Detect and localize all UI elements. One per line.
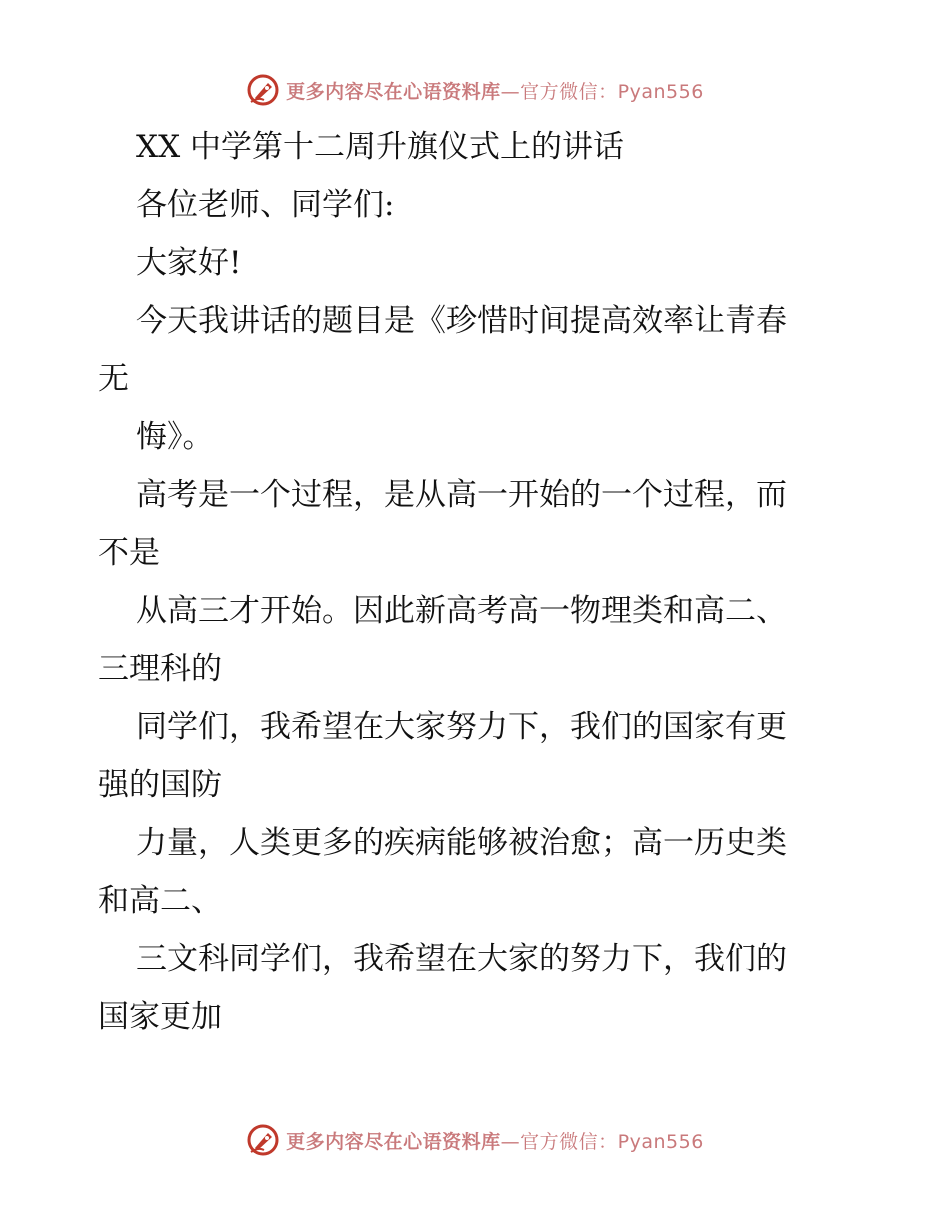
header-watermark <box>0 70 950 110</box>
header-watermark-text <box>286 77 704 104</box>
header-text-main: 更多内容尽在心语资料库 <box>286 80 501 103</box>
doc-line: 从高三才开始。因此新高考高一物理类和高二、 <box>136 593 787 629</box>
document-body <box>98 118 858 1046</box>
doc-line-wrap: 强的国防 <box>98 767 222 803</box>
footer-text-tail: 官方微信：Pyan556 <box>520 1130 704 1153</box>
doc-line: 三文科同学们，我希望在大家的努力下，我们的 <box>136 941 787 977</box>
doc-line-wrap: 不是 <box>98 535 160 571</box>
doc-line-wrap: 无 <box>98 361 129 397</box>
doc-line: 高考是一个过程，是从高一开始的一个过程，而 <box>136 477 787 513</box>
doc-line: 同学们，我希望在大家努力下，我们的国家有更 <box>136 709 787 745</box>
header-text-tail: 官方微信：Pyan556 <box>520 80 704 103</box>
header-text-dash: — <box>500 80 521 103</box>
doc-line-wrap: 国家更加 <box>98 999 222 1035</box>
footer-text-dash: — <box>500 1130 521 1153</box>
doc-line: 今天我讲话的题目是《珍惜时间提高效率让青春 <box>136 303 787 339</box>
doc-line-wrap: 和高二、 <box>98 883 222 919</box>
doc-salutation: 各位老师、同学们: <box>136 187 395 223</box>
doc-greeting: 大家好! <box>136 245 242 281</box>
doc-line: 悔》。 <box>136 419 214 455</box>
pen-nib-logo-icon <box>246 73 280 107</box>
doc-line: 力量，人类更多的疾病能够被治愈；高一历史类 <box>136 825 787 861</box>
footer-watermark-text <box>286 1127 704 1154</box>
footer-watermark <box>0 1120 950 1160</box>
footer-text-main: 更多内容尽在心语资料库 <box>286 1130 501 1153</box>
doc-line-wrap: 三理科的 <box>98 651 222 687</box>
doc-title: XX 中学第十二周升旗仪式上的讲话 <box>136 129 624 165</box>
pen-nib-logo-icon <box>246 1123 280 1157</box>
